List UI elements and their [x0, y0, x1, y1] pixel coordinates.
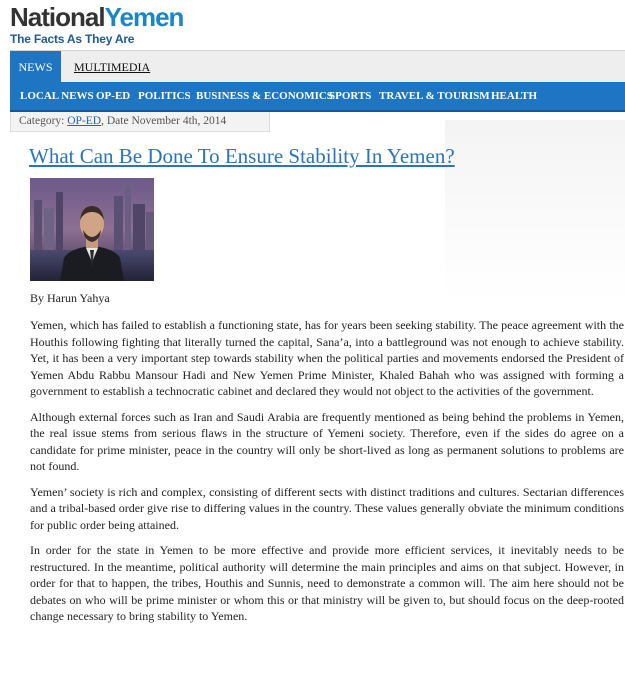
nav-item-travel-tourism[interactable]: TRAVEL & TOURISM: [379, 90, 490, 102]
breadcrumb-prefix: Category:: [19, 115, 68, 127]
site-logo[interactable]: [10, 2, 260, 46]
category-nav: [10, 82, 625, 112]
nav-item-health[interactable]: HEALTH: [491, 90, 538, 102]
breadcrumb-category-link[interactable]: OP-ED: [67, 115, 102, 127]
article-title[interactable]: What Can Be Done To Ensure Stability In Yemen?: [29, 144, 455, 168]
tab-news[interactable]: NEWS: [10, 51, 61, 83]
logo-part-national: National: [10, 2, 105, 32]
nav-item-business-economics[interactable]: BUSINESS & ECONOMICS: [196, 90, 333, 102]
header-fade-background: [445, 120, 625, 300]
logo-wordmark: [10, 2, 260, 32]
nav-item-local-news[interactable]: LOCAL NEWS: [20, 90, 94, 102]
nav-item-sports[interactable]: SPORTS: [329, 90, 372, 102]
article-body: [30, 317, 624, 634]
breadcrumb-date: , Date November 4th, 2014: [101, 115, 227, 127]
author-photo: [30, 178, 154, 281]
nav-item-op-ed[interactable]: OP-ED: [96, 90, 131, 102]
author-photo-image: [30, 178, 154, 281]
site-tagline: The Facts As They Are: [10, 32, 135, 46]
article-byline: By Harun Yahya: [30, 291, 110, 305]
article-paragraph: Yemen, which has failed to establish a functioning state, has for years been seeking stability. The peace agreement with the Houthis following fighting that literally turned the capital, Sana’a, into a battleground was not enough to achieve stability. Yet, it has been a very important step towards stability when the political parties and movements endorsed the President of Yemen Abdu Rabbu Mansour Hadi and New Yemen Prime Minister, Khaled Bahah who was assigned with forming a government to establish a technocratic cabinet and declared they would not object to the activities of the government.: [30, 318, 624, 398]
top-nav: [10, 50, 625, 83]
article-paragraph: Yemen’ society is rich and complex, consisting of different sects with distinct traditions and cultures. Sectarian differences and a tribal-based order give rise to differing values in the country. These values generally obviate the minimum conditions for public order being attained.: [30, 484, 624, 532]
tab-multimedia[interactable]: MULTIMEDIA: [74, 60, 151, 74]
nav-item-politics[interactable]: POLITICS: [138, 90, 191, 102]
breadcrumb: [10, 112, 270, 132]
logo-part-yemen: Yemen: [104, 2, 184, 32]
article-paragraph: In order for the state in Yemen to be more effective and provide more efficient services, it inevitably needs to be restructured. In the meantime, political authority will determine the main principles and aims on that subject. However, in order for that to happen, the tribes, Houthis and Sunnis, need to demonstrate a common will. The aim here should not be debates on who will be prime minister or whom this or that ministry will be given to, but should focus on the deep-rooted change necessary to bring stability to Yemen.: [30, 543, 624, 623]
article-paragraph: Although external forces such as Iran and Saudi Arabia are frequently mentioned as being behind the problems in Yemen, the real issue stems from serious flaws in the structure of Yemeni society. Therefore, even if the sides do agree on a candidate for prime minister, peace in the country will only be short-lived as long as permanent solutions to problems are not found.: [30, 409, 624, 473]
